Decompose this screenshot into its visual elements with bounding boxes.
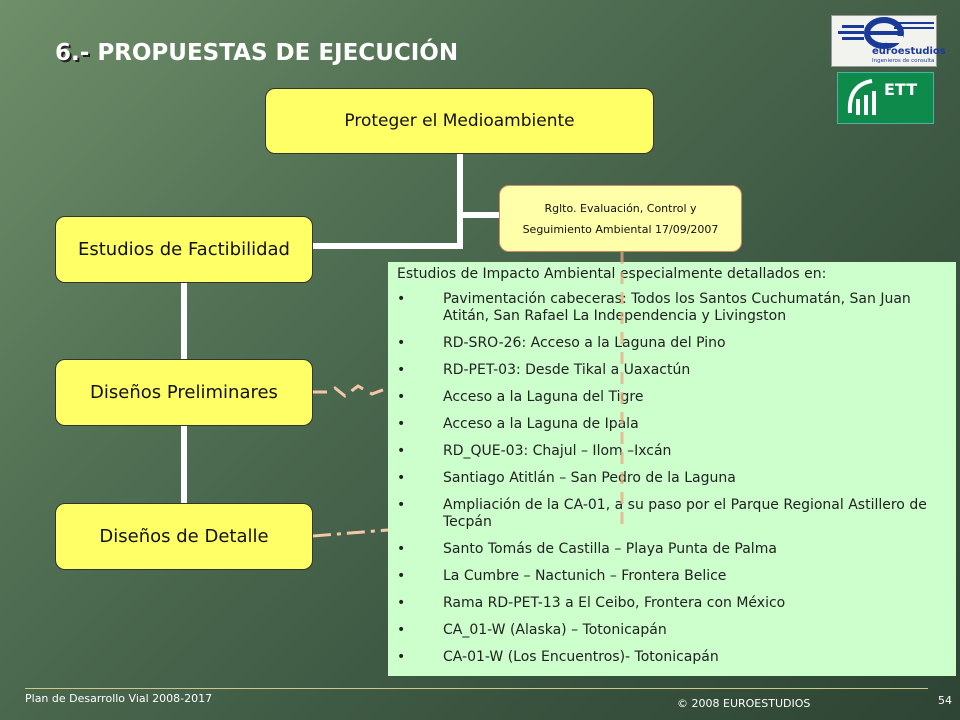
bullet-icon: • xyxy=(397,541,406,557)
node-estudios-factibilidad: Estudios de Factibilidad xyxy=(55,216,313,283)
title-text: PROPUESTAS DE EJECUCIÓN xyxy=(97,40,459,66)
impact-studies-box xyxy=(388,262,956,676)
bullet-icon: • xyxy=(397,622,406,638)
bullet-icon: • xyxy=(397,416,406,432)
list-item: • Ampliación de la CA-01, a su paso por el Parque Regional Astillero de Tecpán xyxy=(397,497,927,530)
node-disenos-preliminares: Diseños Preliminares xyxy=(55,359,313,426)
bullet-icon: • xyxy=(397,497,406,513)
bullet-icon: • xyxy=(397,470,406,486)
node-proteger-medioambiente: Proteger el Medioambiente xyxy=(265,88,654,154)
list-item: • Rama RD-PET-13 a El Ceibo, Frontera con México xyxy=(397,595,786,611)
list-item: • Pavimentación cabeceras: Todos los Santos Cuchumatán, San Juan Atitán, San Rafael La Independencia y Livingston xyxy=(397,291,911,324)
list-item: • RD-PET-03: Desde Tikal a Uaxactún xyxy=(397,362,691,378)
impact-studies-title: Estudios de Impacto Ambiental especialmente detallados en: xyxy=(397,266,827,282)
list-item: • Santo Tomás de Castilla – Playa Punta de Palma xyxy=(397,541,777,557)
node-disenos-detalle: Diseños de Detalle xyxy=(55,503,313,570)
bullet-icon: • xyxy=(397,362,406,378)
list-item: • RD_QUE-03: Chajul – Ilom –Ixcán xyxy=(397,443,672,459)
list-item: • Santiago Atitlán – San Pedro de la Laguna xyxy=(397,470,736,486)
ett-name: ETT xyxy=(884,80,918,99)
bullet-icon: • xyxy=(397,443,406,459)
list-item: • Acceso a la Laguna del Tigre xyxy=(397,389,644,405)
section-number: 6.- xyxy=(55,40,90,66)
bullet-icon: • xyxy=(397,595,406,611)
bullet-icon: • xyxy=(397,335,406,351)
node-reglamento xyxy=(499,185,742,252)
dashed-link-prel xyxy=(313,386,388,396)
impact-studies-list xyxy=(397,291,948,666)
footer-divider xyxy=(25,688,928,689)
euroestudios-tagline: Ingenieros de consulta xyxy=(872,58,935,64)
reglamento-line-2: Seguimiento Ambiental 17/09/2007 xyxy=(522,222,719,236)
footer-plan-title: Plan de Desarrollo Vial 2008-2017 xyxy=(25,692,213,705)
dashed-link-det xyxy=(313,530,388,536)
list-item: • CA-01-W (Los Encuentros)- Totonicapán xyxy=(397,649,719,665)
list-item: • RD-SRO-26: Acceso a la Laguna del Pino xyxy=(397,335,726,351)
page-number: 54 xyxy=(938,694,952,707)
bullet-icon: • xyxy=(397,389,406,405)
list-item: • Acceso a la Laguna de Ipala xyxy=(397,416,639,432)
bullet-icon: • xyxy=(397,291,406,307)
reglamento-line-1: Rglto. Evaluación, Control y xyxy=(544,201,697,215)
footer-copyright: © 2008 EUROESTUDIOS xyxy=(677,697,811,710)
bullet-icon: • xyxy=(397,649,406,665)
list-item: • CA_01-W (Alaska) – Totonicapán xyxy=(397,622,667,638)
bullet-icon: • xyxy=(397,568,406,584)
list-item: • La Cumbre – Nactunich – Frontera Belice xyxy=(397,568,727,584)
euroestudios-name: euroestudios xyxy=(872,46,946,57)
connector-top-to-factibilidad xyxy=(313,154,460,246)
